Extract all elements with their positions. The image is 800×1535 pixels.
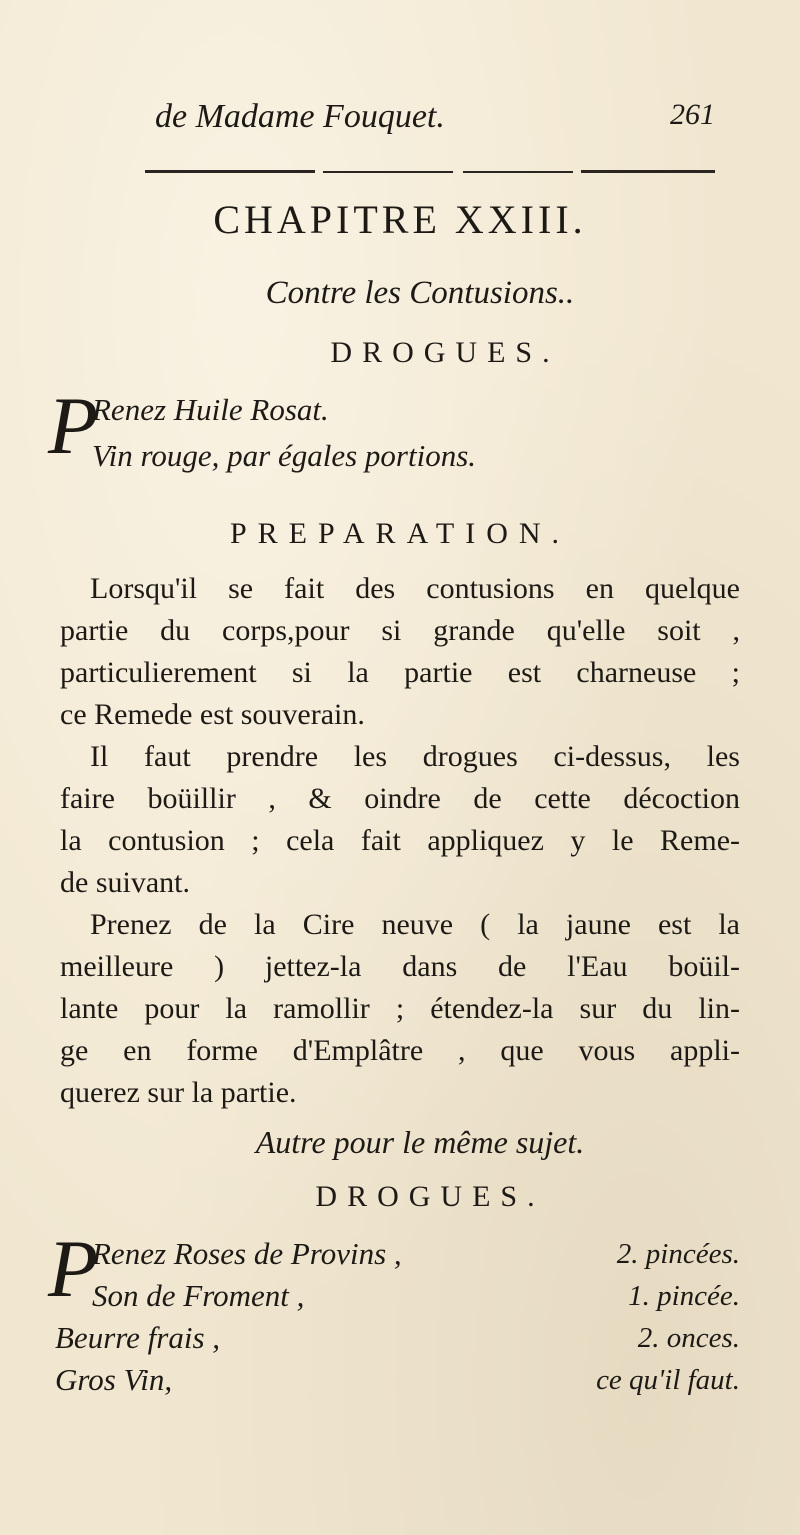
section-title: Autre pour le même sujet. xyxy=(255,1124,585,1160)
chapter-title: CHAPITRE XXIII. xyxy=(213,197,587,242)
body-text-line: la contusion ; cela fait appliquez y le Reme- xyxy=(60,824,740,857)
ingredient-name: Renez Roses de Provins , xyxy=(92,1236,402,1271)
ingredient-quantity: ce qu'il faut. xyxy=(596,1364,740,1396)
body-text-line: querez sur la partie. xyxy=(60,1076,297,1109)
ingredient-line: Vin rouge, par égales portions. xyxy=(92,438,477,473)
preparation-heading: PREPARATION. xyxy=(229,517,571,550)
chapter-subtitle: Contre les Contusions.. xyxy=(265,275,575,311)
drogues-heading: DROGUES. xyxy=(330,336,560,369)
body-text-line: ge en forme d'Emplâtre , que vous appli- xyxy=(60,1034,740,1067)
body-text-line: de suivant. xyxy=(60,866,190,899)
ingredient-quantity: 2. pincées. xyxy=(616,1238,740,1270)
body-text-line: lante pour la ramollir ; étendez-la sur du lin- xyxy=(60,992,740,1025)
drop-cap: P xyxy=(48,380,99,471)
body-text-line: particulierement si la partie est charneuse ; xyxy=(60,656,740,689)
body-text-line: meilleure ) jettez-la dans de l'Eau boüil- xyxy=(60,950,740,983)
header-rule xyxy=(145,170,715,174)
ingredient-quantity: 1. pincée. xyxy=(628,1280,740,1312)
drop-cap: P xyxy=(48,1223,99,1314)
body-text-line: ce Remede est souverain. xyxy=(60,698,365,731)
page-number: 261 xyxy=(670,98,715,131)
ingredient-name: Gros Vin, xyxy=(55,1362,173,1397)
ingredient-name: Beurre frais , xyxy=(55,1320,221,1355)
running-title: de Madame Fouquet. xyxy=(155,98,445,135)
drogues-heading: DROGUES. xyxy=(315,1180,545,1213)
body-text-line: partie du corps,pour si grande qu'elle soit , xyxy=(60,614,740,647)
ingredient-quantity: 2. onces. xyxy=(637,1322,740,1354)
page-header xyxy=(155,98,715,148)
ingredient-name: Son de Froment , xyxy=(92,1278,305,1313)
body-text-line: Il faut prendre les drogues ci-dessus, les xyxy=(90,740,740,773)
ingredient-line: Renez Huile Rosat. xyxy=(92,392,329,427)
body-text-line: Lorsqu'il se fait des contusions en quelque xyxy=(90,572,740,605)
body-text-line: faire boüillir , & oindre de cette décoction xyxy=(60,782,740,815)
body-text-line: Prenez de la Cire neuve ( la jaune est la xyxy=(90,908,740,941)
